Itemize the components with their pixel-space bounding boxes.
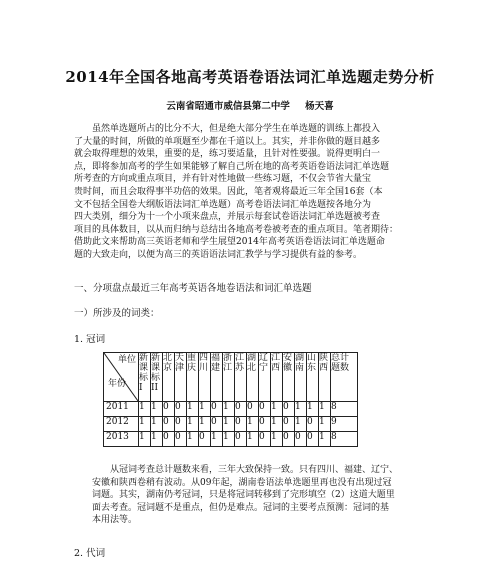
intro-line: 所考查的方向或重点项目，并有针对性地做一些练习题，不仅会节省大量宝: [74, 174, 372, 185]
column-header: 辽宁: [259, 353, 271, 402]
table-cell: 0: [175, 432, 187, 447]
table-cell: 0: [175, 402, 187, 417]
table-cell: 1: [151, 417, 163, 432]
row-year: 2013: [104, 432, 139, 447]
table-row: [104, 432, 358, 447]
table-cell: 0: [235, 402, 247, 417]
subsection-heading: 一）所涉及的词类：: [74, 308, 160, 319]
intro-paragraph: [74, 123, 464, 262]
table-cell: 0: [283, 432, 295, 447]
table-cell: 1: [271, 402, 283, 417]
author-name: 杨天喜: [305, 101, 334, 112]
intro-line: 虽然单选题所占的比分不大，但是绝大部分学生在单选题的训练上都投入: [92, 124, 381, 134]
column-header: 总计题数: [331, 353, 358, 402]
analysis-paragraph: [92, 464, 464, 527]
table-cell: 0: [235, 432, 247, 447]
table-cell: 1: [151, 402, 163, 417]
table-cell-total: 8: [331, 402, 358, 417]
table-cell: 1: [139, 402, 151, 417]
column-header: 浙江: [223, 353, 235, 402]
table-cell: 0: [163, 432, 175, 447]
table-cell: 0: [307, 417, 319, 432]
column-header: 江西: [271, 353, 283, 402]
table-cell: 1: [199, 402, 211, 417]
column-header: 北京: [163, 353, 175, 402]
corner-label-unit: 单位: [117, 355, 136, 365]
table-cell: 0: [235, 417, 247, 432]
column-header: 新课标II: [151, 353, 163, 402]
analysis-line: 从冠词考查总计题数来看，三年大致保持一致。只有四川、福建、辽宁、: [110, 465, 399, 475]
intro-line: 借助此文来帮助高三英语老师和学生展望2014年高考英语卷语法词汇单选题命: [74, 237, 385, 248]
column-header: 四川: [199, 353, 211, 402]
table-cell: 1: [199, 417, 211, 432]
author-line: [0, 98, 500, 112]
column-header: 新课标I: [139, 353, 151, 402]
table-cell: 1: [223, 417, 235, 432]
column-header: 重庆: [187, 353, 199, 402]
intro-line: 文不包括全国卷大纲版语法词汇单选题）高考卷语法词汇单选题按各地分为: [74, 199, 372, 210]
table-cell: 1: [151, 432, 163, 447]
table-header-row: [104, 353, 358, 402]
table-row: [104, 417, 358, 432]
analysis-line: 安徽和陕西卷稍有波动。从09年起，湖南卷语法单选题里再也没有出现过冠: [92, 477, 392, 488]
table-cell: 1: [307, 402, 319, 417]
table-cell: 0: [163, 402, 175, 417]
table-cell: 0: [259, 417, 271, 432]
intro-line: 四大类别，细分为十一个小项来盘点，并展示每套试卷语法词汇单选题被考查: [74, 212, 381, 223]
table-cell: 0: [259, 402, 271, 417]
intro-line: 点，即将参加高考的学生如果能够了解自己所在地的高考英语卷语法词汇单选题: [74, 161, 390, 172]
table-cell: 1: [295, 402, 307, 417]
item-heading-articles: 1. 冠词: [74, 334, 106, 345]
table-cell-total: 8: [331, 432, 358, 447]
table-cell: 1: [223, 402, 235, 417]
table-cell: 0: [163, 417, 175, 432]
table-cell: 0: [283, 402, 295, 417]
table-cell: 0: [199, 432, 211, 447]
column-header: 安徽: [283, 353, 295, 402]
table-cell: 1: [187, 402, 199, 417]
table-cell: 1: [211, 432, 223, 447]
table-cell: 1: [271, 432, 283, 447]
table-cell: 1: [139, 432, 151, 447]
column-header: 陕西: [319, 353, 331, 402]
table-cell: 0: [175, 417, 187, 432]
table-cell: 1: [295, 417, 307, 432]
row-year: 2011: [104, 402, 139, 417]
row-year: 2012: [104, 417, 139, 432]
table-cell: 1: [247, 417, 259, 432]
intro-line: 题的大致走向，以便为高三的英语语法词汇教学与学习提供有益的参考。: [74, 249, 363, 260]
item-heading-pronouns: 2. 代词: [74, 548, 106, 559]
intro-line: 了大量的时间，所做的单项题至少都在千道以上。其实，并非你做的题目越多: [74, 136, 381, 147]
analysis-line: 面去考查。冠词题不是重点，但仍是难点。冠词的主要考点预测：冠词的基: [92, 502, 390, 513]
table-cell-total: 9: [331, 417, 358, 432]
column-header: 湖北: [247, 353, 259, 402]
intro-line: 就会取得理想的效果，重要的是，练习要适量，且针对性要强。说得更明白一: [74, 149, 381, 160]
column-header: 江苏: [235, 353, 247, 402]
table-cell: 1: [187, 417, 199, 432]
column-header: 湖南: [295, 353, 307, 402]
column-header: 福建: [211, 353, 223, 402]
analysis-line: 本用法等。: [92, 515, 138, 526]
table-cell: 1: [139, 417, 151, 432]
intro-line: 贵时间，而且会取得事半功倍的效果。因此，笔者观将最近三年全国16套（本: [74, 186, 383, 197]
table-cell: 1: [247, 432, 259, 447]
table-cell: 0: [295, 432, 307, 447]
table-cell: 0: [259, 432, 271, 447]
table-cell: 0: [247, 402, 259, 417]
table-cell: 0: [211, 417, 223, 432]
table-cell: 1: [187, 432, 199, 447]
column-header: 天津: [175, 353, 187, 402]
document-title: 2014年全国各地高考英语卷语法词汇单选题走势分析: [65, 68, 435, 86]
table-cell: 0: [307, 432, 319, 447]
intro-line: 项目的具体数目，以从而归纳与总结出各地高考卷被考查的重点项目。笔者期待：: [74, 224, 399, 235]
table-cell: 0: [211, 402, 223, 417]
table-cell: 1: [319, 432, 331, 447]
corner-label-year: 年份: [108, 379, 127, 389]
table-cell: 0: [283, 417, 295, 432]
author-school: 云南省昭通市威信县第二中学: [166, 101, 290, 112]
table-cell: 1: [271, 417, 283, 432]
table-cell: 1: [223, 432, 235, 447]
articles-table: [103, 352, 358, 447]
column-header: 山东: [307, 353, 319, 402]
table-row: [104, 402, 358, 417]
table-cell: 1: [319, 417, 331, 432]
table-cell: 1: [319, 402, 331, 417]
section-heading: 一、分项盘点最近三年高考英语各地卷语法和词汇单选题: [74, 283, 312, 294]
analysis-line: 词题。其实，湖南仍考冠词，只是将冠词转移到了完形填空（2）这道大题里: [92, 490, 395, 501]
table-corner-cell: [104, 353, 139, 402]
